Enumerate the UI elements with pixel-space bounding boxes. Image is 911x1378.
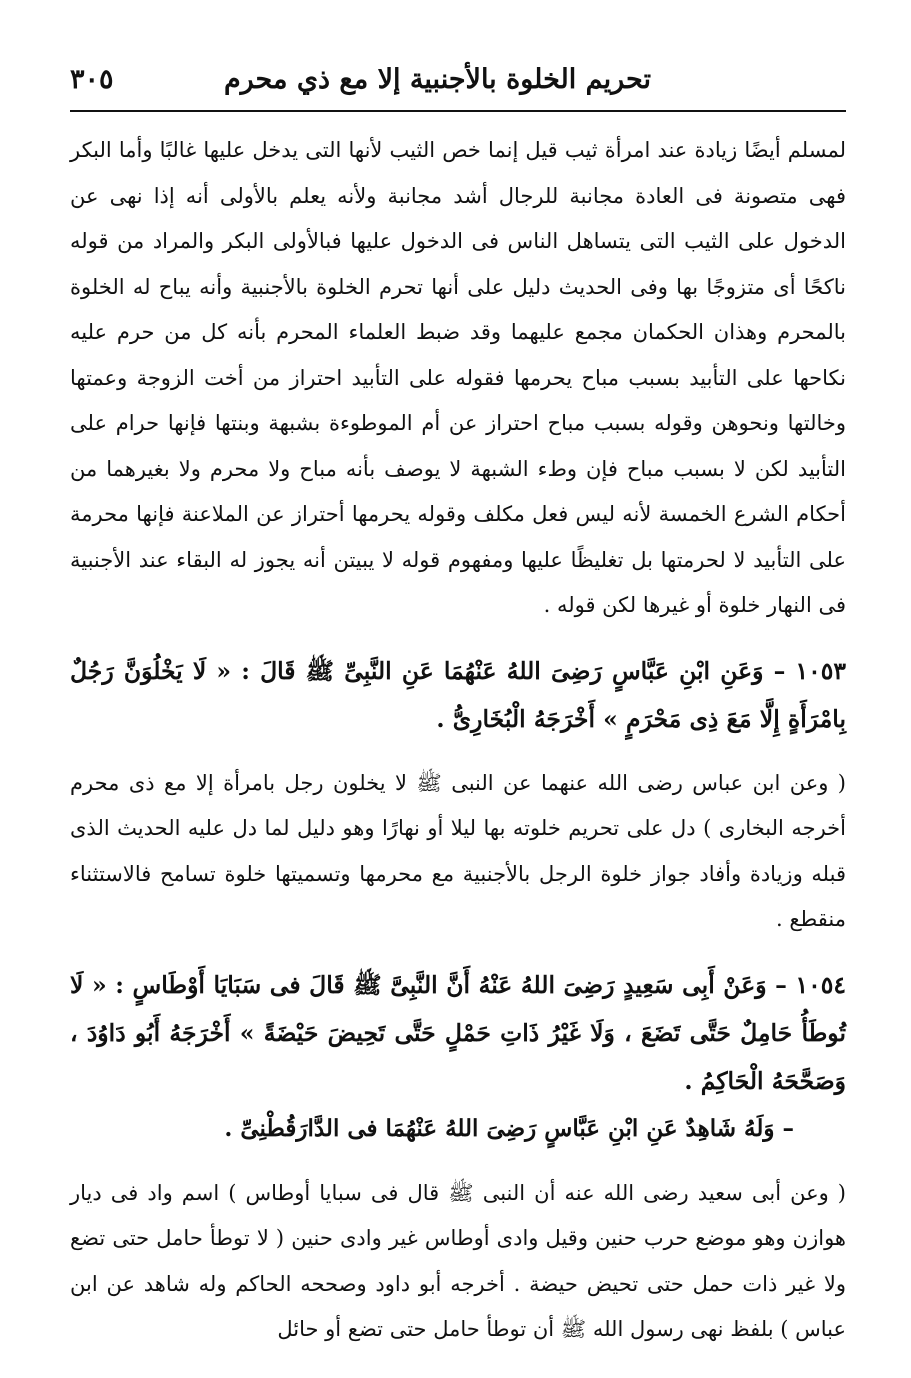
hadith-1054: ١٠٥٤ – وَعَنْ أَبِى سَعِيدٍ رَضِىَ اللهُ عَنْهُ أَنَّ النَّبِىَّ ﷺ قَالَ فى سَبَايَا أَوْطَاسٍ : « لَا تُوطَأُ حَامِلٌ حَتَّى تَضَعَ ، وَلَا غَيْرُ ذَاتِ حَمْلٍ حَتَّى تَحِيضَ حَيْضَةً » أَخْرَجَهُ أَبُو دَاوُدَ ، وَصَحَّحَهُ الْحَاكِمُ . — [70, 970, 846, 1095]
page-number: ٣٠٥ — [70, 64, 114, 95]
commentary-paragraph: ( وعن أبى سعيد رضى الله عنه أن النبى ﷺ قال فى سبايا أوطاس ) اسم واد فى ديار هوازن وهو موضع حرب حنين وقيل وادى أوطاس غير وادى حنين ( لا توطأ حامل حتى تضع ولا غير ذات حمل حتى تحيض حيضة . أخرجه أبو داود وصححه الحاكم وله شاهد عن ابن عباس ) بلفظ نهى رسول الله ﷺ أن توطأ حامل حتى تضع أو حائل — [70, 1180, 846, 1341]
commentary-paragraph: ( وعن ابن عباس رضى الله عنهما عن النبى ﷺ لا يخلون رجل بامرأة إلا مع ذى محرم أخرجه البخارى ) دل على تحريم خلوته بها ليلا أو نهارًا وهو دليل لما دل عليه الحديث الذى قبله وزيادة وأفاد جواز خلوة الرجل بالأجنبية مع محرمها وتسميتها خلوة تسامح فالاستثناء منقطع . — [70, 770, 846, 931]
running-header — [70, 50, 846, 112]
book-page — [70, 50, 846, 1353]
hadith-1053: ١٠٥٣ – وَعَنِ ابْنِ عَبَّاسٍ رَضِىَ اللهُ عَنْهُمَا عَنِ النَّبِىِّ ﷺ قَالَ : « لَا يَخْلُوَنَّ رَجُلٌ بِامْرَأَةٍ إِلَّا مَعَ ذِى مَحْرَمٍ » أَخْرَجَهُ الْبُخَارِىُّ . — [70, 656, 846, 733]
running-title: تحريم الخلوة بالأجنبية إلا مع ذي محرم — [223, 64, 651, 95]
page-body — [70, 112, 846, 1353]
commentary-paragraph: لمسلم أيضًا زيادة عند امرأة ثيب قيل إنما خص الثيب لأنها التى يدخل عليها غالبًا وأما البكر فهى متصونة فى العادة مجانبة للرجال أشد مجانبة ولأنه يعلم بالأولى أنه إذا نهى عن الدخول على الثيب التى يتساهل الناس فى الدخول عليها فبالأولى البكر والمراد من قوله ناكحًا أى متزوجًا بها وفى الحديث دليل على أنها تحرم الخلوة بالأجنبية وأنه يباح له الخلوة بالمحرم وهذان الحكمان مجمع عليهما وقد ضبط العلماء المحرم بأنه كل من حرم عليه نكاحها على التأبيد بسبب مباح يحرمها فقوله على التأبيد احتراز من أخت الزوجة وعمتها وخالتها ونحوهن وقوله بسبب مباح احتراز عن أم الموطوءة بشبهة وبنتها فإنها حرام على التأبيد لكن لا بسبب مباح فإن وطء الشبهة لا يوصف بأنه مباح ولا محرم ولا بغيرهما من أحكام الشرع الخمسة لأنه ليس فعل مكلف وقوله يحرمها أحتراز عن الملاعنة فإنها محرمة على التأبيد لا لحرمتها بل تغليظًا عليها ومفهوم قوله لا يبيتن أنه يجوز له البقاء عند الأجنبية فى النهار خلوة أو غيرها لكن قوله . — [70, 138, 846, 617]
hadith-witness-note: – وَلَهُ شَاهِدٌ عَنِ ابْنِ عَبَّاسٍ رَضِىَ اللهُ عَنْهُمَا فى الدَّارَقُطْنِىِّ . — [224, 1114, 794, 1142]
